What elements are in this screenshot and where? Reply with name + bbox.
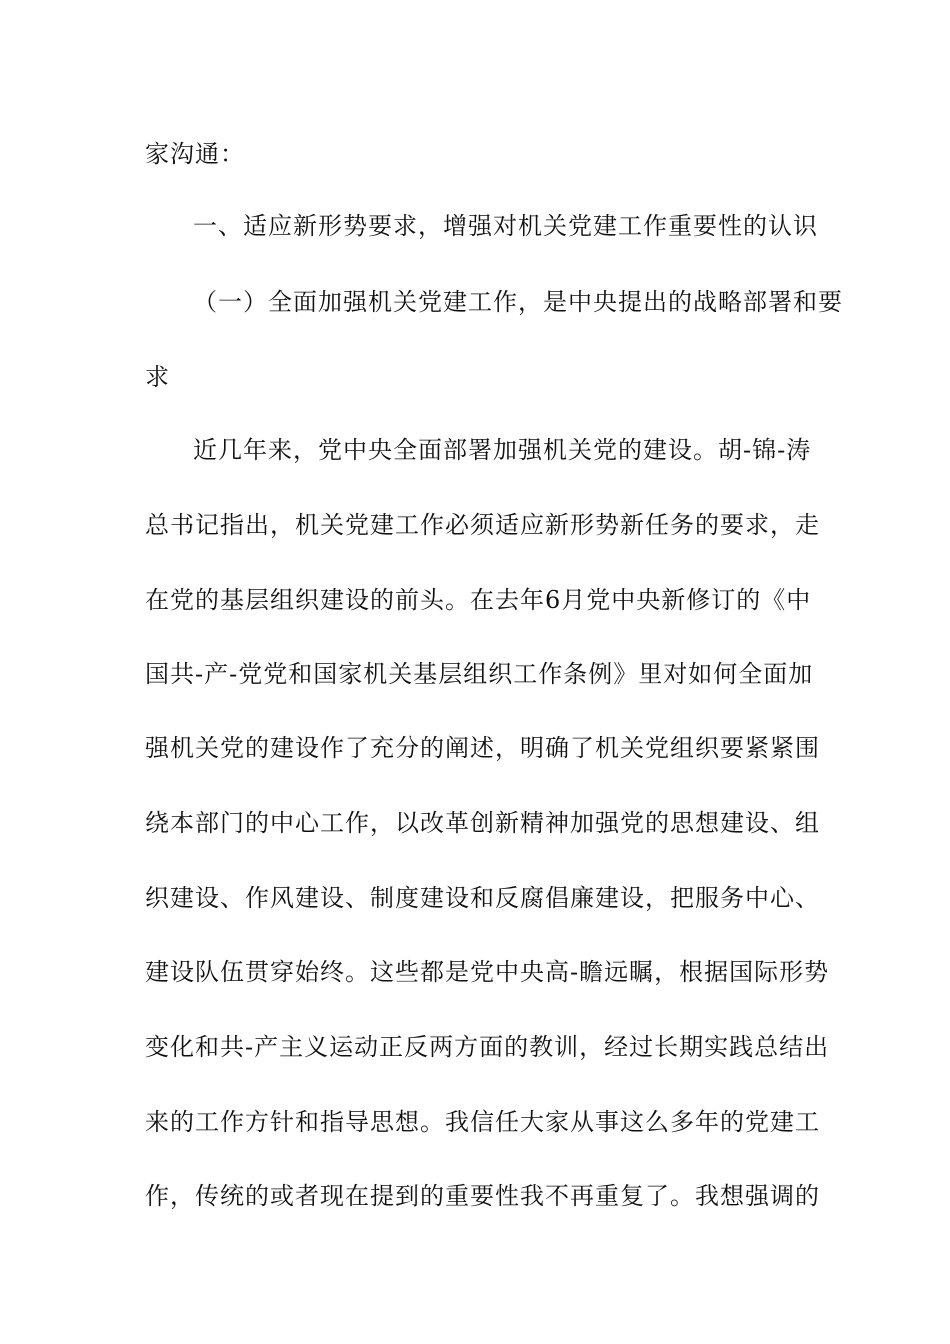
paragraph-line-8: 建设队伍贯穿始终。这些都是党中央高-瞻远瞩，根据国际形势: [145, 958, 830, 986]
paragraph-line-3: 在党的基层组织建设的前头。在去年6月党中央新修订的《中: [145, 586, 812, 614]
paragraph-line-11: 作，传统的或者现在提到的重要性我不再重复了。我想强调的: [145, 1182, 820, 1210]
subsection-heading-line-2: 求: [145, 363, 170, 391]
paragraph-line-9: 变化和共-产主义运动正反两方面的教训，经过长期实践总结出: [145, 1033, 830, 1061]
text-line-1: 家沟通：: [145, 140, 245, 168]
paragraph-line-6: 绕本部门的中心工作，以改革创新精神加强党的思想建设、组: [145, 809, 820, 837]
subsection-heading-line-1: （一）全面加强机关党建工作，是中央提出的战略部署和要: [193, 288, 843, 316]
paragraph-line-10: 来的工作方针和指导思想。我信任大家从事这么多年的党建工: [145, 1108, 820, 1136]
paragraph-line-1: 近几年来，党中央全面部署加强机关党的建设。胡-锦-涛: [193, 436, 812, 464]
paragraph-line-2: 总书记指出，机关党建工作必须适应新形势新任务的要求，走: [145, 511, 820, 539]
paragraph-line-7: 织建设、作风建设、制度建设和反腐倡廉建设，把服务中心、: [145, 884, 820, 912]
paragraph-line-4: 国共-产-党党和国家机关基层组织工作条例》里对如何全面加: [145, 660, 814, 688]
section-heading: 一、适应新形势要求，增强对机关党建工作重要性的认识: [193, 212, 818, 240]
paragraph-line-5: 强机关党的建设作了充分的阐述，明确了机关党组织要紧紧围: [145, 734, 820, 762]
